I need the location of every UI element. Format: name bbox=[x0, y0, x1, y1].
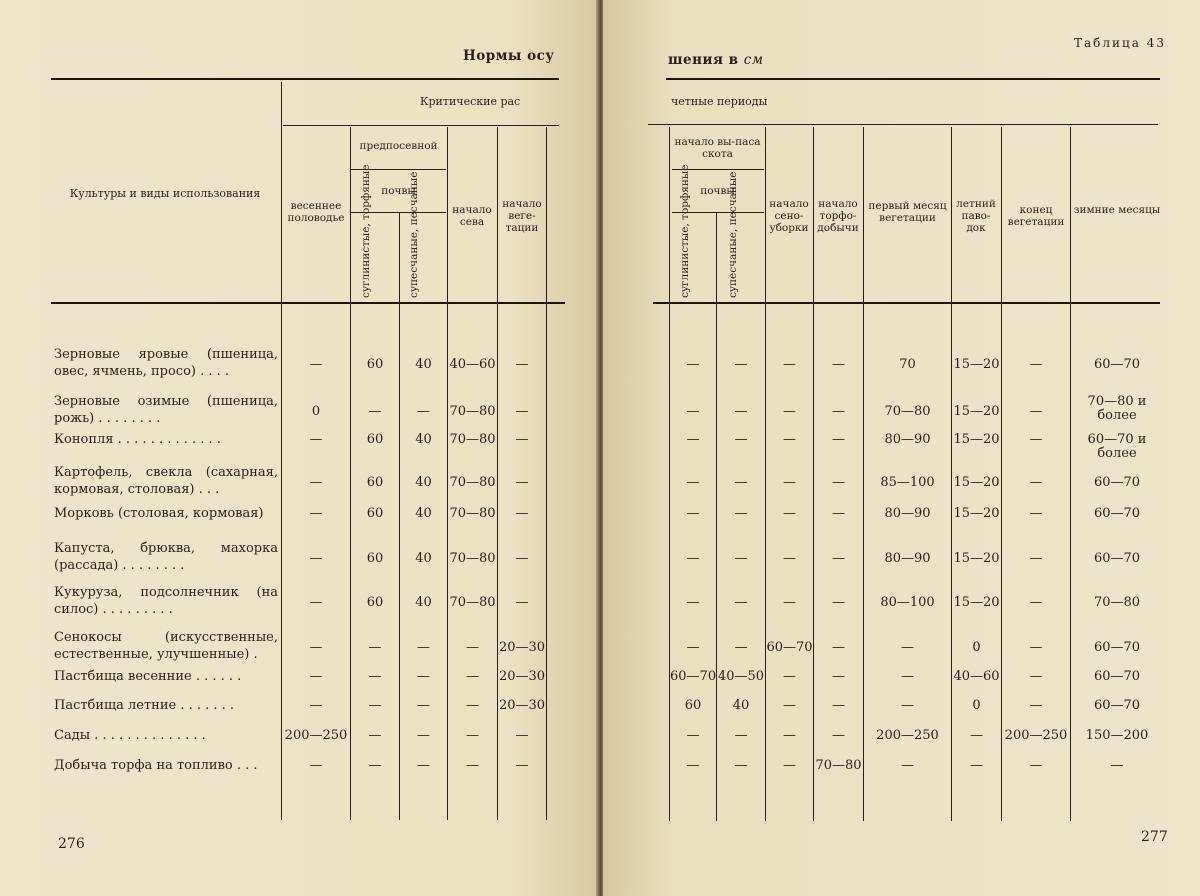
table-cell: 85—100 bbox=[880, 475, 935, 490]
table-cell: — bbox=[734, 432, 748, 447]
table-cell: — bbox=[970, 758, 983, 773]
table-cell: — bbox=[515, 595, 529, 610]
table-cell: — bbox=[417, 669, 430, 684]
crop-name: Кукуруза, подсолнечник (на силос) . . . . . . . . . bbox=[54, 585, 278, 617]
table-cell: — bbox=[368, 698, 382, 713]
table-cell: 70—80 bbox=[1093, 595, 1141, 610]
table-cell: — bbox=[686, 728, 700, 743]
column-divider bbox=[1070, 127, 1071, 821]
table-cell: 80—100 bbox=[880, 595, 935, 610]
table-cell: 40 bbox=[415, 506, 432, 521]
table-cell: — bbox=[783, 669, 796, 684]
title-unit: см bbox=[743, 52, 764, 68]
table-cell: — bbox=[901, 758, 914, 773]
table-cell: 15—20 bbox=[953, 432, 1000, 447]
table-cell: 60—70 и более bbox=[1087, 432, 1147, 461]
table-cell: — bbox=[783, 595, 796, 610]
table-cell: 15—20 bbox=[953, 404, 1000, 419]
table-cell: 60 bbox=[366, 432, 384, 447]
spring-flood-header: весеннее половодье bbox=[287, 200, 345, 224]
table-cell: — bbox=[832, 475, 845, 490]
table-cell: — bbox=[466, 640, 479, 655]
table-cell: 70—80 bbox=[449, 595, 496, 610]
peat-extraction-header: начало торфо-добычи bbox=[817, 198, 859, 234]
table-cell: 60 bbox=[684, 698, 702, 713]
table-cell: — bbox=[832, 698, 845, 713]
critical-group-rule bbox=[283, 125, 559, 126]
table-cell: — bbox=[417, 404, 430, 419]
table-cell: 20—30 bbox=[498, 640, 546, 655]
table-cell: — bbox=[832, 404, 845, 419]
table-cell: — bbox=[466, 698, 479, 713]
table-cell: — bbox=[1029, 640, 1043, 655]
table-cell: 60—70 bbox=[1093, 475, 1141, 490]
start-vegetation-header: начало веге-тации bbox=[502, 198, 542, 234]
table-cell: — bbox=[734, 475, 748, 490]
table-cell: 60 bbox=[366, 357, 384, 372]
header-bottom-rule bbox=[51, 302, 565, 304]
table-cell: 200—250 bbox=[284, 728, 348, 743]
table-cell: 40—60 bbox=[449, 357, 496, 372]
table-cell: 80—90 bbox=[884, 432, 931, 447]
table-cell: 15—20 bbox=[953, 506, 1000, 521]
table-cell: 15—20 bbox=[953, 595, 1000, 610]
table-cell: — bbox=[783, 404, 796, 419]
table-cell: — bbox=[901, 698, 914, 713]
table-cell: — bbox=[832, 595, 845, 610]
right-page-title bbox=[668, 52, 764, 68]
table-cell: — bbox=[734, 595, 748, 610]
table-cell: 150—200 bbox=[1085, 728, 1149, 743]
crop-name: Зерновые яровые (пшеница, овес, ячмень, просо) . . . . bbox=[54, 347, 278, 379]
table-cell: — bbox=[686, 475, 700, 490]
table-cell: 40 bbox=[415, 357, 432, 372]
table-cell: — bbox=[783, 506, 796, 521]
table-cell: — bbox=[515, 475, 529, 490]
table-cell: — bbox=[309, 640, 323, 655]
table-cell: 0 bbox=[972, 640, 981, 655]
crop-name: Сады . . . . . . . . . . . . . . bbox=[54, 728, 206, 743]
table-cell: — bbox=[309, 475, 323, 490]
table-cell: 60—70 bbox=[1093, 669, 1141, 684]
presowing-header: предпосевной bbox=[359, 140, 438, 152]
table-cell: — bbox=[734, 728, 748, 743]
table-cell: — bbox=[832, 551, 845, 566]
table-cell: — bbox=[734, 758, 748, 773]
table-cell: 0 bbox=[972, 698, 981, 713]
crop-name: Зерновые озимые (пшеница, рожь) . . . . . . . . bbox=[54, 394, 278, 426]
table-cell: — bbox=[515, 551, 529, 566]
crop-name: Капуста, брюква, махорка (рассада) . . . . . . . . bbox=[54, 541, 278, 573]
table-cell: — bbox=[783, 475, 796, 490]
table-cell: 60—70 bbox=[1093, 357, 1141, 372]
end-vegetation-header: конец вегетации bbox=[1007, 204, 1065, 228]
start-sowing-header: начало сева bbox=[452, 204, 492, 228]
table-cell: 40 bbox=[415, 595, 432, 610]
table-cell: — bbox=[515, 758, 529, 773]
table-cell: — bbox=[832, 669, 845, 684]
table-cell: 40—50 bbox=[717, 669, 765, 684]
table-cell: — bbox=[832, 432, 845, 447]
table-cell: 70—80 bbox=[449, 432, 496, 447]
table-cell: — bbox=[1029, 551, 1043, 566]
table-cell: 70 bbox=[899, 357, 916, 372]
table-cell: — bbox=[901, 669, 914, 684]
table-cell: — bbox=[783, 758, 796, 773]
table-cell: 70—80 и более bbox=[1087, 394, 1147, 423]
table-cell: 60 bbox=[366, 475, 384, 490]
table-cell: — bbox=[783, 432, 796, 447]
table-cell: — bbox=[1110, 758, 1124, 773]
loamy-peat-header: суглинистые, торфяные bbox=[679, 164, 691, 298]
table-cell: — bbox=[686, 551, 700, 566]
soils-header: почвы bbox=[700, 185, 735, 197]
table-cell: 60 bbox=[366, 551, 384, 566]
crops-column-header: Культуры и виды использования bbox=[69, 187, 261, 200]
crop-name: Морковь (столовая, кормовая) bbox=[54, 506, 264, 521]
winter-months-header: зимние месяцы bbox=[1073, 204, 1161, 216]
table-cell: — bbox=[417, 640, 430, 655]
right-page-number: 277 bbox=[1141, 829, 1168, 845]
table-cell: — bbox=[515, 404, 529, 419]
table-cell: — bbox=[417, 728, 430, 743]
header-bottom-rule bbox=[653, 302, 1160, 304]
table-cell: — bbox=[309, 698, 323, 713]
crop-name: Картофель, свекла (сахарная, кормовая, столовая) . . . bbox=[54, 465, 278, 497]
summer-flood-header: летний паво-док bbox=[956, 198, 996, 234]
table-cell: — bbox=[1029, 357, 1043, 372]
table-cell: — bbox=[686, 432, 700, 447]
table-cell: — bbox=[1029, 758, 1043, 773]
column-divider bbox=[1001, 127, 1002, 821]
crop-name: Конопля . . . . . . . . . . . . . bbox=[54, 432, 221, 447]
table-cell: 60—70 bbox=[1093, 640, 1141, 655]
table-cell: — bbox=[686, 595, 700, 610]
column-divider bbox=[497, 127, 498, 820]
table-cell: — bbox=[1029, 595, 1043, 610]
table-cell: 60—70 bbox=[1093, 551, 1141, 566]
table-cell: — bbox=[515, 357, 529, 372]
table-cell: — bbox=[734, 357, 748, 372]
periods-rule bbox=[648, 124, 1158, 125]
table-cell: — bbox=[515, 432, 529, 447]
table-cell: 15—20 bbox=[953, 357, 1000, 372]
table-cell: — bbox=[1029, 669, 1043, 684]
column-divider bbox=[669, 127, 670, 821]
table-cell: — bbox=[1029, 475, 1043, 490]
table-cell: 70—80 bbox=[449, 551, 496, 566]
table-cell: — bbox=[417, 758, 430, 773]
table-cell: — bbox=[686, 357, 700, 372]
table-cell: 15—20 bbox=[953, 551, 1000, 566]
crop-name: Сенокосы (искусственные, естественные, улучшенные) . bbox=[54, 630, 278, 662]
table-cell: 80—90 bbox=[884, 551, 931, 566]
table-cell: 70—80 bbox=[449, 506, 496, 521]
table-cell: 40 bbox=[415, 551, 432, 566]
table-cell: — bbox=[1029, 432, 1043, 447]
column-divider bbox=[350, 127, 351, 820]
table-cell: — bbox=[309, 595, 323, 610]
table-cell: — bbox=[309, 506, 323, 521]
title-word: шения в bbox=[668, 52, 739, 68]
periods-header: четные периоды bbox=[671, 95, 768, 108]
table-cell: — bbox=[686, 640, 700, 655]
table-cell: — bbox=[515, 728, 529, 743]
left-page bbox=[0, 0, 598, 896]
sandy-loam-header: супесчаные, песчаные bbox=[727, 171, 739, 298]
table-cell: 60 bbox=[366, 506, 384, 521]
crop-name: Пастбища летние . . . . . . . bbox=[54, 698, 235, 713]
crop-name: Добыча торфа на топливо . . . bbox=[54, 758, 258, 773]
table-cell: — bbox=[832, 506, 845, 521]
table-cell: — bbox=[734, 404, 748, 419]
table-cell: 15—20 bbox=[953, 475, 1000, 490]
table-cell: — bbox=[368, 728, 382, 743]
table-cell: — bbox=[466, 758, 479, 773]
table-cell: — bbox=[368, 758, 382, 773]
table-cell: — bbox=[783, 698, 796, 713]
table-cell: 20—30 bbox=[498, 698, 546, 713]
table-cell: 70—80 bbox=[449, 404, 496, 419]
table-cell: — bbox=[1029, 506, 1043, 521]
table-top-rule bbox=[666, 78, 1160, 80]
table-cell: 70—80 bbox=[449, 475, 496, 490]
table-cell: — bbox=[970, 728, 983, 743]
table-cell: — bbox=[309, 758, 323, 773]
table-cell: 40 bbox=[732, 698, 750, 713]
soils-header: почвы bbox=[381, 185, 416, 197]
sandy-loam-header: супесчаные, песчаные bbox=[408, 171, 420, 298]
column-divider bbox=[447, 127, 448, 820]
table-cell: — bbox=[368, 404, 382, 419]
table-cell: 200—250 bbox=[876, 728, 939, 743]
table-cell: — bbox=[1029, 404, 1043, 419]
left-page-title: Нормы осу bbox=[463, 48, 555, 64]
table-label: Таблица 43 bbox=[1074, 36, 1166, 50]
table-cell: — bbox=[1029, 698, 1043, 713]
table-cell: 40 bbox=[415, 432, 432, 447]
table-cell: — bbox=[734, 551, 748, 566]
table-cell: 40—60 bbox=[953, 669, 1000, 684]
table-cell: 60—70 bbox=[1093, 506, 1141, 521]
table-cell: — bbox=[832, 728, 845, 743]
first-month-header: первый месяц вегетации bbox=[868, 200, 947, 224]
table-cell: — bbox=[466, 728, 479, 743]
table-cell: — bbox=[832, 357, 845, 372]
table-cell: — bbox=[368, 640, 382, 655]
table-cell: — bbox=[734, 506, 748, 521]
table-cell: — bbox=[783, 357, 796, 372]
table-cell: — bbox=[783, 551, 796, 566]
table-cell: — bbox=[686, 506, 700, 521]
table-cell: 60—70 bbox=[766, 640, 813, 655]
table-cell: — bbox=[783, 728, 796, 743]
table-cell: 70—80 bbox=[884, 404, 931, 419]
left-page-number: 276 bbox=[58, 836, 85, 852]
table-cell: 0 bbox=[311, 404, 321, 419]
column-divider bbox=[546, 127, 547, 820]
table-cell: — bbox=[466, 669, 479, 684]
grazing-header: начало вы-паса скота bbox=[674, 136, 761, 160]
table-cell: — bbox=[309, 357, 323, 372]
table-cell: 200—250 bbox=[1004, 728, 1068, 743]
table-cell: 20—30 bbox=[498, 669, 546, 684]
table-cell: 60—70 bbox=[1093, 698, 1141, 713]
table-cell: 40 bbox=[415, 475, 432, 490]
table-cell: 80—90 bbox=[884, 506, 931, 521]
table-cell: — bbox=[686, 404, 700, 419]
table-cell: — bbox=[686, 758, 700, 773]
table-cell: — bbox=[417, 698, 430, 713]
right-page bbox=[603, 0, 1200, 896]
table-cell: — bbox=[368, 669, 382, 684]
column-divider bbox=[863, 127, 864, 821]
table-cell: — bbox=[901, 640, 914, 655]
table-cell: 60—70 bbox=[670, 669, 717, 684]
table-cell: — bbox=[832, 640, 845, 655]
crop-name: Пастбища весенние . . . . . . bbox=[54, 669, 242, 684]
table-cell: — bbox=[309, 432, 323, 447]
table-cell: 60 bbox=[366, 595, 384, 610]
critical-group-header: Критические рас bbox=[420, 95, 521, 108]
table-cell: — bbox=[515, 506, 529, 521]
table-top-rule bbox=[51, 78, 559, 80]
table-cell: — bbox=[734, 640, 748, 655]
table-cell: 70—80 bbox=[815, 758, 862, 773]
loamy-peat-header: суглинистые, торфяные bbox=[360, 164, 372, 298]
table-cell: — bbox=[309, 669, 323, 684]
table-cell: — bbox=[309, 551, 323, 566]
haymaking-header: начало сено-уборки bbox=[769, 198, 809, 234]
